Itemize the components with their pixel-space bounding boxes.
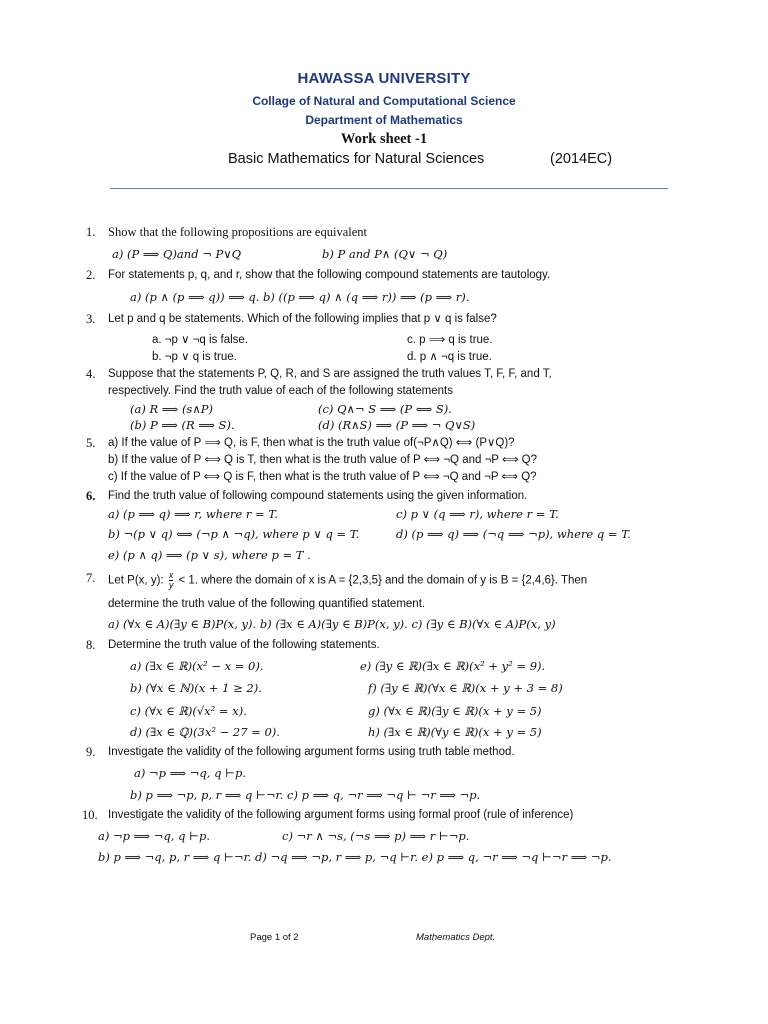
question-stem: Let p and q be statements. Which of the following implies that p ∨ q is false? <box>108 313 497 325</box>
question-stem-continued: determine the truth value of the following quantified statement. <box>108 598 426 610</box>
question-item: b) p ⟹ ¬q, p, r ⟹ q ⊢¬r. d) ¬q ⟹ ¬p, r ⟹ p, ¬q ⊢r. e) p ⟹ q, ¬r ⟹ ¬q ⊢¬r ⟹ ¬p. <box>98 850 612 864</box>
question-item: a) (∃x ∈ ℝ)(x² − x = 0). <box>130 659 264 673</box>
question-stem: Investigate the validity of the following argument forms using truth table method. <box>108 746 515 758</box>
header-divider <box>110 188 668 189</box>
question-item: d) (∃x ∈ ℚ)(3x² − 27 = 0). <box>130 725 280 739</box>
predicate-condition: < 1. where the domain of x is A = {2,3,5} and the domain of y is B = {2,4,6}. Then <box>178 574 588 587</box>
question-item: g) (∀x ∈ ℝ)(∃y ∈ ℝ)(x + y = 5) <box>368 704 542 718</box>
question-item: b) P and P∧ (Q∨ ¬ Q) <box>322 247 448 261</box>
question-item: a) ¬p ⟹ ¬q, q ⊢p. <box>98 829 211 843</box>
university-name: HAWASSA UNIVERSITY <box>297 70 471 87</box>
question-stem: Show that the following propositions are equivalent <box>108 225 367 239</box>
question-item: a) (p ⟹ q) ⟹ r, where r = T. <box>108 507 278 521</box>
question-item: b) ¬(p ∨ q) ⟺ (¬p ∧ ¬q), where p ∨ q = T. <box>108 527 360 541</box>
question-item: a) (∀x ∈ A)(∃y ∈ B)P(x, y). b) (∃x ∈ A)(∃y ∈ B)P(x, y). c) (∃y ∈ B)(∀x ∈ A)P(x, y) <box>108 617 556 631</box>
question-item: b) p ⟹ ¬p, p, r ⟹ q ⊢¬r. c) p ⟹ q, ¬r ⟹ ¬q ⊢ ¬r ⟹ ¬p. <box>130 788 481 802</box>
question-item: c. p ⟹ q is true. <box>407 334 493 346</box>
question-item: e) (p ∧ q) ⟹ (p ∨ s), where p = T . <box>108 548 311 562</box>
question-item: c) If the value of P ⟺ Q is F, then what is the truth value of P ⟺ ¬Q and ¬P ⟺ Q? <box>108 471 537 483</box>
fraction-denominator: y <box>168 580 174 590</box>
question-number: 2. <box>86 268 96 282</box>
question-item: b. ¬p ∨ q is true. <box>152 351 237 363</box>
question-number: 9. <box>86 745 96 759</box>
question-item: c) p ∨ (q ⟹ r), where r = T. <box>396 507 559 521</box>
question-item: a) (P ⟹ Q)and ¬ P∨Q <box>112 247 242 261</box>
footer-department: Mathematics Dept. <box>416 932 496 943</box>
question-item: b) (∀x ∈ ℕ)(x + 1 ≥ 2). <box>130 681 262 695</box>
question-number: 8. <box>86 638 96 652</box>
question-item: h) (∃x ∈ ℝ)(∀y ∈ ℝ)(x + y = 5) <box>368 725 542 739</box>
question-item: f) (∃y ∈ ℝ)(∀x ∈ ℝ)(x + y + 3 = 8) <box>368 681 563 695</box>
page-number: Page 1 of 2 <box>250 932 299 943</box>
department-name: Department of Mathematics <box>305 113 463 127</box>
predicate-label: Let P(x, y): <box>108 574 164 587</box>
question-item: a. ¬p ∨ ¬q is false. <box>152 334 248 346</box>
question-stem: Determine the truth value of the following statements. <box>108 639 380 651</box>
question-stem-continued: respectively. Find the truth value of each of the following statements <box>108 385 453 397</box>
college-name: Collage of Natural and Computational Science <box>252 94 516 108</box>
question-stem-lead <box>108 571 587 590</box>
question-item: c) (∀x ∈ ℝ)(√x² = x). <box>130 704 247 718</box>
question-item: c) ¬r ∧ ¬s, (¬s ⟹ p) ⟹ r ⊢¬p. <box>282 829 470 843</box>
question-stem: Suppose that the statements P, Q, R, and S are assigned the truth values T, F, F, and T, <box>108 368 552 380</box>
question-stem: Investigate the validity of the following argument forms using formal proof (rule of inference) <box>108 809 574 821</box>
question-number: 7. <box>86 571 96 585</box>
question-item: d. p ∧ ¬q is true. <box>407 351 492 363</box>
question-stem: a) If the value of P ⟹ Q, is F, then what is the truth value of(¬P∧Q) ⟺ (P∨Q)? <box>108 437 515 449</box>
question-item: (b) P ⟹ (R ⟹ S). <box>130 418 235 432</box>
question-number: 1. <box>86 225 96 239</box>
fraction <box>169 571 174 590</box>
question-number: 6. <box>86 489 96 503</box>
question-number: 5. <box>86 436 96 450</box>
question-item: e) (∃y ∈ ℝ)(∃x ∈ ℝ)(x² + y² = 9). <box>360 659 546 673</box>
question-item: (c) Q∧¬ S ⟹ (P ⟺ S). <box>318 402 452 416</box>
question-stem: For statements p, q, and r, show that the following compound statements are tautology. <box>108 269 551 281</box>
question-item: a) ¬p ⟹ ¬q, q ⊢p. <box>134 766 247 780</box>
question-stem: Find the truth value of following compound statements using the given information. <box>108 490 528 502</box>
question-number: 10. <box>82 808 98 822</box>
question-item: d) (p ⟹ q) ⟹ (¬q ⟹ ¬p), where q = T. <box>396 527 631 541</box>
fraction-numerator: x <box>168 570 174 580</box>
course-title: Basic Mathematics for Natural Sciences <box>228 151 485 167</box>
academic-year: (2014EC) <box>550 151 613 167</box>
question-number: 3. <box>86 312 96 326</box>
question-item: (d) (R∧S) ⟹ (P ⟹ ¬ Q∨S) <box>318 418 476 432</box>
worksheet-title: Work sheet -1 <box>340 131 428 147</box>
question-item: a) (p ∧ (p ⟹ q)) ⟹ q. b) ((p ⟹ q) ∧ (q ⟹ r)) ⟹ (p ⟹ r). <box>130 290 470 304</box>
question-number: 4. <box>86 367 96 381</box>
question-item: (a) R ⟹ (s∧P) <box>130 402 213 416</box>
question-item: b) If the value of P ⟺ Q is T, then what is the truth value of P ⟺ ¬Q and ¬P ⟺ Q? <box>108 454 537 466</box>
